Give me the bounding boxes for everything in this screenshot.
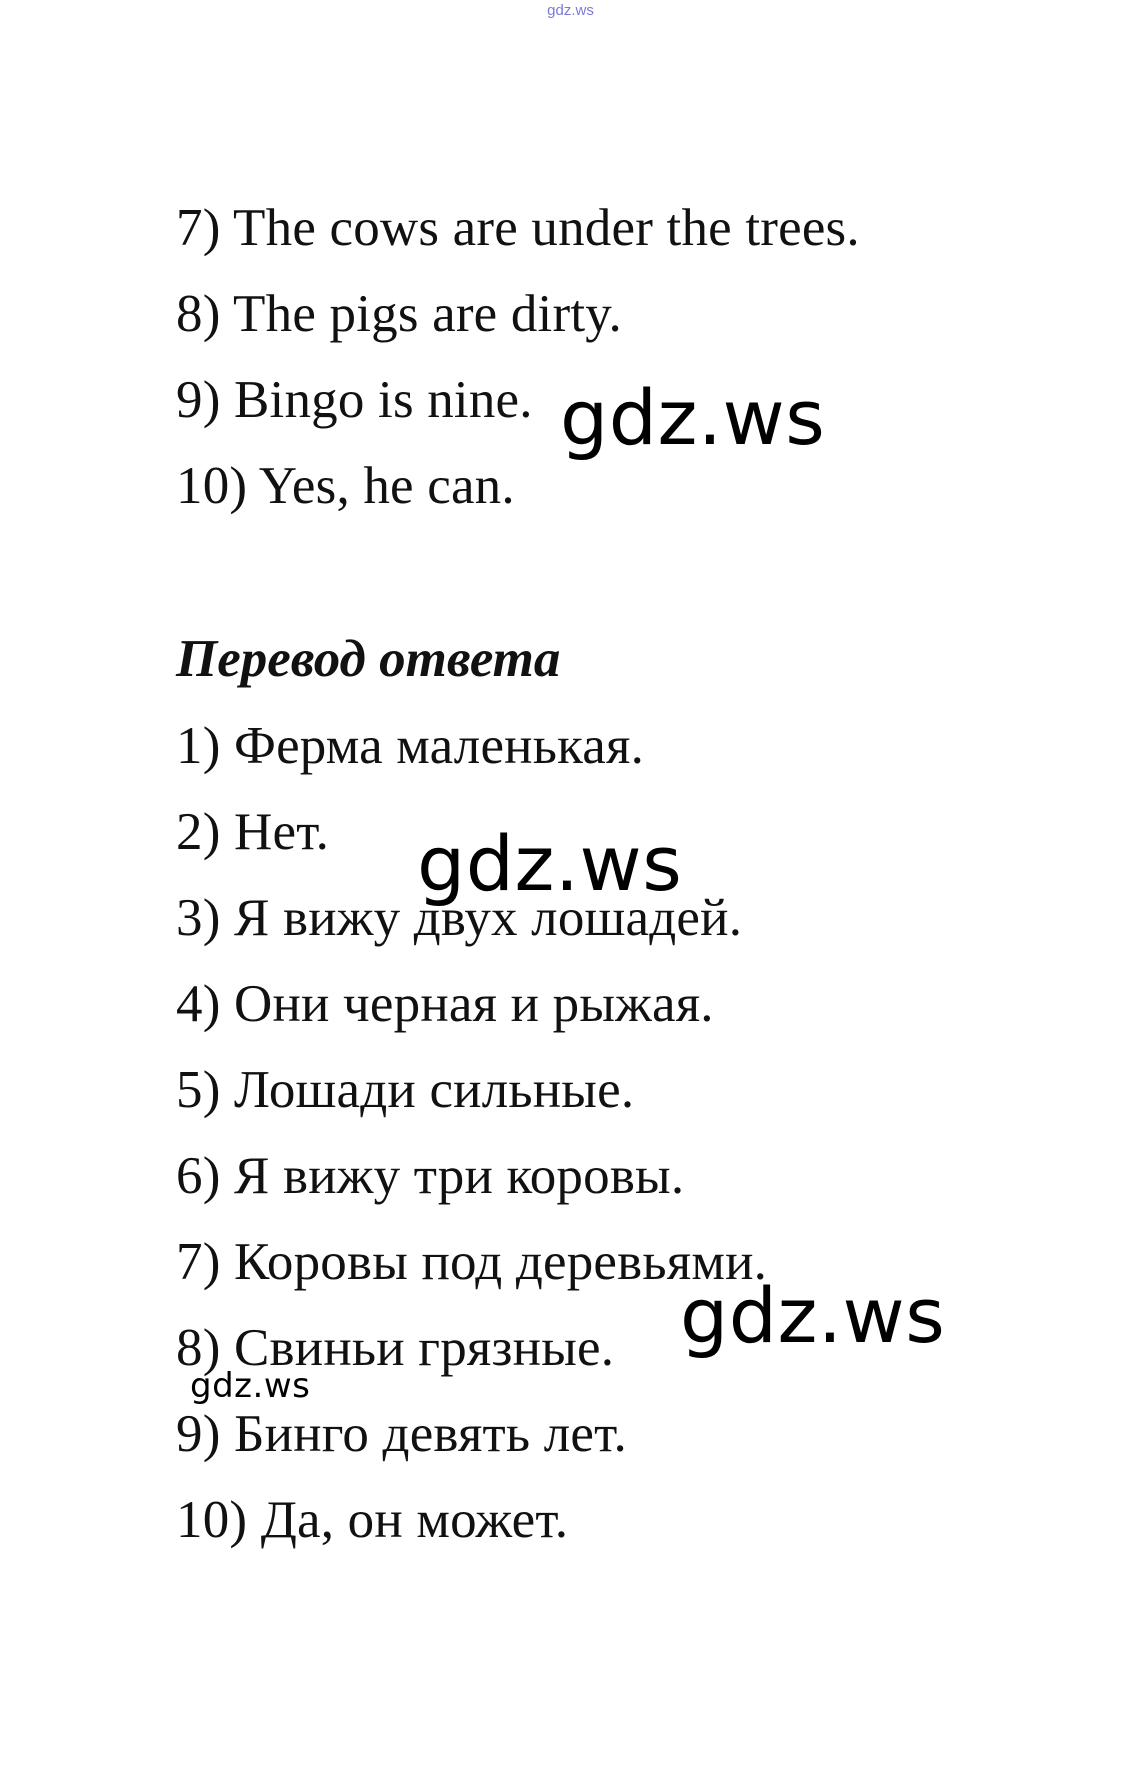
answer-line-8: 8) The pigs are dirty.	[176, 285, 622, 343]
translation-line-1: 1) Ферма маленькая.	[176, 717, 645, 775]
translation-line-10: 10) Да, он может.	[176, 1491, 569, 1549]
translation-line-4: 4) Они черная и рыжая.	[176, 975, 714, 1033]
watermark-2: gdz.ws	[417, 819, 683, 908]
answer-line-7: 7) The cows are under the trees.	[176, 199, 860, 257]
translation-line-5: 5) Лошади сильные.	[176, 1061, 635, 1119]
translation-line-8: 8) Свиньи грязные.	[176, 1319, 615, 1377]
translation-line-6: 6) Я вижу три коровы.	[176, 1147, 685, 1205]
answer-line-10: 10) Yes, he can.	[176, 457, 515, 515]
translation-heading: Перевод ответа	[176, 630, 561, 688]
translation-line-2: 2) Нет.	[176, 803, 330, 861]
translation-line-7: 7) Коровы под деревьями.	[176, 1233, 768, 1291]
translation-line-3: 3) Я вижу двух лошадей.	[176, 889, 743, 947]
watermark-1: gdz.ws	[560, 373, 826, 462]
watermark-4: gdz.ws	[190, 1366, 311, 1406]
site-mark[interactable]: gdz.ws	[547, 2, 594, 19]
watermark-3: gdz.ws	[680, 1271, 946, 1360]
answer-line-9: 9) Bingo is nine.	[176, 371, 533, 429]
translation-line-9: 9) Бинго девять лет.	[176, 1405, 627, 1463]
